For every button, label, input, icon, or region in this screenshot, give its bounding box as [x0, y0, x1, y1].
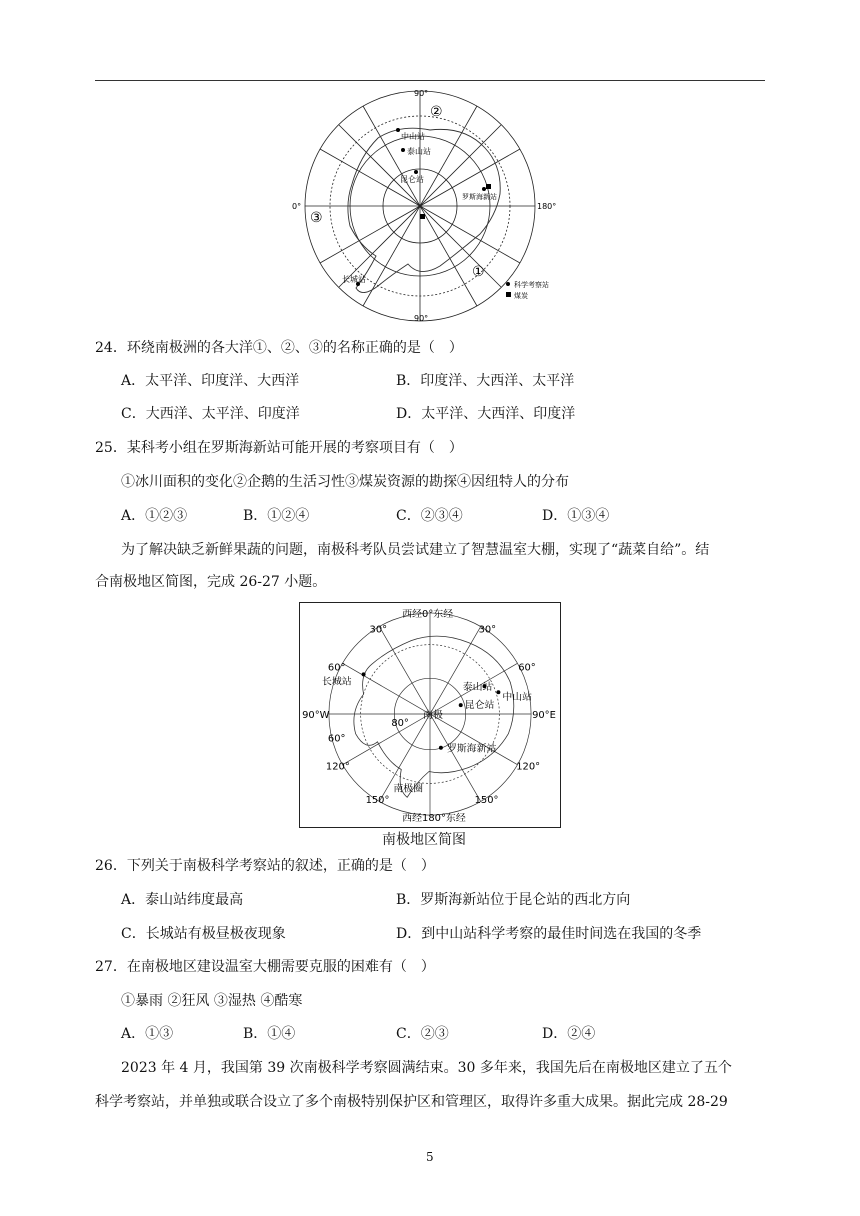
changcheng-label: 长城站 — [321, 676, 352, 688]
changcheng-dot — [362, 672, 366, 676]
q24-option-c: C．大西洋、太平洋、印度洋 — [121, 406, 300, 422]
antarctic-oceans-map — [290, 86, 570, 324]
taishan-dot — [401, 148, 405, 152]
legend-coal-square — [506, 292, 511, 297]
q27-items: ①暴雨 ②狂风 ③湿热 ④酷寒 — [121, 993, 303, 1009]
lat-label-bottom: 90° — [414, 314, 429, 323]
q27-option-a: A．①③ — [121, 1026, 174, 1042]
intro-28-29-line2: 科学考察站，并单独或联合设立了多个南极特别保护区和管理区，取得许多重大成果。据此完成 28-29 — [95, 1094, 728, 1110]
south-pole-label: 南极 — [423, 709, 443, 721]
ocean-2-label: ② — [430, 104, 443, 120]
q27-option-b: B．①④ — [243, 1026, 296, 1042]
zhongshan-dot — [496, 690, 500, 694]
coal-marker-1 — [486, 184, 491, 189]
q25-stem: 25．某科考小组在罗斯海新站可能开展的考察项目有（ ） — [95, 440, 463, 456]
legend-station-dot — [506, 282, 510, 286]
kunlun-label: 昆仑站 — [464, 700, 495, 712]
top-meridian-label: 西经0°东经 — [402, 608, 454, 620]
header-rule — [95, 80, 765, 81]
q27-stem: 27．在南极地区建设温室大棚需要克服的困难有（ ） — [95, 959, 435, 975]
q26-option-b: B．罗斯海新站位于昆仑站的西北方向 — [396, 892, 631, 908]
page-number: 5 — [426, 1150, 434, 1164]
q26-option-c: C．长城站有极昼极夜现象 — [121, 926, 286, 942]
lat80-label: 80° — [391, 717, 409, 729]
q25-option-b: B．①②④ — [243, 508, 310, 524]
lat60-label: 60° — [327, 733, 346, 745]
q26-stem: 26．下列关于南极科学考察站的叙述，正确的是（ ） — [95, 858, 435, 874]
e120-label: 120° — [516, 761, 541, 773]
e60-label: 60° — [518, 662, 536, 674]
lat-label-top: 90° — [414, 89, 429, 98]
q25-option-c: C．②③④ — [396, 508, 463, 524]
q27-option-c: C．②③ — [396, 1026, 449, 1042]
legend-coal-label: 煤炭 — [514, 292, 528, 300]
intro-28-29-line1: 2023 年 4 月，我国第 39 次南极科学考察圆满结束。30 多年来，我国先后在南极地区建立了五个 — [121, 1060, 732, 1076]
lon-label-0: 0° — [292, 202, 302, 211]
changcheng-label: 长城站 — [342, 275, 366, 284]
antarctic-region-map — [299, 602, 561, 828]
q26-option-a: A．泰山站纬度最高 — [121, 892, 244, 908]
taishan-label: 泰山站 — [407, 147, 431, 156]
antarctic-circle-label: 南极圈 — [393, 783, 424, 795]
ocean-3-label: ③ — [310, 210, 323, 226]
w150-label: 150° — [365, 795, 390, 807]
e30-label: 30° — [478, 624, 497, 636]
lon-label-180: 180° — [537, 202, 557, 211]
w120-label: 120° — [325, 761, 350, 773]
map2-caption: 南极地区简图 — [382, 832, 466, 848]
q25-option-a: A．①②③ — [121, 508, 188, 524]
q27-option-d: D．②④ — [542, 1026, 596, 1042]
intro-26-27-line2: 合南极地区简图，完成 26-27 小题。 — [95, 574, 327, 590]
q24-option-b: B．印度洋、大西洋、太平洋 — [396, 373, 575, 389]
w30-label: 30° — [369, 624, 388, 636]
w60-label: 60° — [327, 662, 346, 674]
ocean-1-label: ① — [472, 264, 485, 280]
luosihai-label: 罗斯海新站 — [462, 193, 497, 201]
bottom-meridian-label: 西经180°东经 — [402, 813, 466, 825]
luosihai-dot — [439, 746, 443, 750]
intro-26-27-line1: 为了解决缺乏新鲜果蔬的问题，南极科考队员尝试建立了智慧温室大棚，实现了“蔬菜自给”。结 — [121, 542, 710, 558]
coal-marker-2 — [420, 214, 425, 219]
q24-option-a: A．太平洋、印度洋、大西洋 — [121, 373, 300, 389]
luosihai-label: 罗斯海新站 — [446, 743, 497, 755]
w90-label: 90°W — [302, 709, 330, 721]
zhongshan-label: 中山站 — [401, 132, 425, 141]
q24-option-d: D．太平洋、大西洋、印度洋 — [396, 406, 576, 422]
taishan-label: 泰山站 — [462, 682, 493, 694]
luosihai-dot — [482, 187, 486, 191]
e150-label: 150° — [474, 795, 499, 807]
q26-option-d: D．到中山站科学考察的最佳时间选在我国的冬季 — [396, 926, 702, 942]
kunlun-dot — [459, 703, 463, 707]
legend-station-label: 科学考察站 — [514, 281, 549, 289]
q25-items: ①冰川面积的变化②企鹅的生活习性③煤炭资源的勘探④因纽特人的分布 — [121, 474, 569, 490]
q25-option-d: D．①③④ — [542, 508, 610, 524]
q24-stem: 24．环绕南极洲的各大洋①、②、③的名称正确的是（ ） — [95, 340, 463, 356]
kunlun-label: 昆仑站 — [400, 175, 424, 184]
kunlun-dot — [414, 170, 418, 174]
e90-label: 90°E — [532, 709, 556, 721]
zhongshan-label: 中山站 — [502, 692, 533, 704]
zhongshan-dot — [396, 128, 400, 132]
